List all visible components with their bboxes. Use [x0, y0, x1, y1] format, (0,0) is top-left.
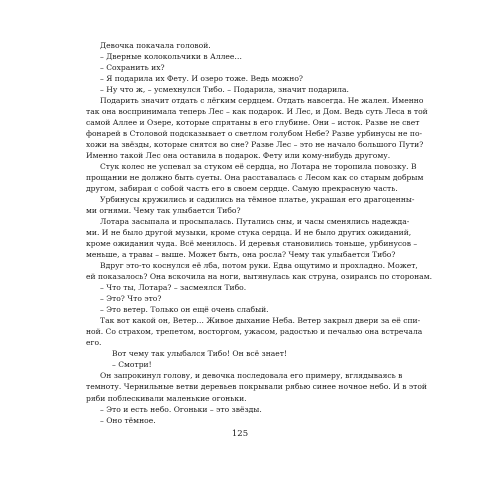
text-line: Лотара засыпала и просыпалась. Путались сны, и часы сменялись надежда- [100, 217, 410, 227]
text-line: Девочка покачала головой. [100, 41, 211, 50]
text-line: ей показалось? Она вскочила на ноги, вытянулась как струна, озираясь по сторонам. [86, 272, 433, 282]
text-line: ной. Со страхом, трепетом, восторгом, ужасом, радостью и печалью она встречала [86, 327, 423, 337]
text-line: – Это и есть небо. Огоньки – это звёзды. [100, 404, 262, 414]
text-line: – Это? Что это? [100, 294, 162, 304]
text-line: ми огнями. Чему так улыбается Тибо? [86, 206, 241, 216]
text-line: – Сохранить их? [100, 63, 165, 73]
text-line: фонарей в Столовой подсказывает о светлом голубом Небе? Разве урбинусы не по- [86, 129, 423, 139]
text-line: – Оно тёмное. [100, 415, 156, 425]
text-line: его. [86, 338, 102, 348]
text-line: Так вот какой он, Ветер… Живое дыхание Неба. Ветер закрыл двери за её спи- [100, 316, 421, 326]
text-line: Урбинусы кружились и садились на тёмное платье, украшая его драгоценны- [100, 195, 415, 205]
text-line: самой Аллее и Озере, которые спрятаны в его глубине. Они – исток. Разве не свет [86, 118, 420, 128]
text-line: Именно такой Лес она оставила в подарок. Фету или кому-нибудь другому. [86, 151, 391, 161]
text-line: другом, забирая с собой частъ его в своем сердце. Самую прекрасную часть. [86, 184, 398, 194]
text-line: так она воспринимала теперь Лес – как подарок. И Лес, и Дом. Ведь суть Леса в той [86, 107, 428, 117]
text-line: Подарить значит отдать с лёгким сердцем. Отдать навсегда. Не жалея. Именно [100, 96, 424, 106]
text-line: – Я подарила их Фету. И озеро тоже. Ведь можно? [100, 74, 303, 84]
text-line: хожи на звёзды, которые снятся во сне? Разве Лес – это не начало большого Пути? [86, 140, 424, 150]
text-line: прощании не должно быть суеты. Она расставалась с Лесом как со старым добрым [86, 173, 424, 183]
text-line: Стук колес не успевал за стуком её сердца, но Лотара не торопила повозку. В [100, 162, 417, 172]
text-line: меньше, а травы – выше. Может быть, она росла? Чему так улыбается Тибо? [86, 250, 396, 260]
text-line: Вот чему так улыбался Тибо! Он всё знает! [112, 349, 288, 359]
text-line: – Что ты, Лотара? – засмеялся Тибо. [100, 283, 247, 293]
text-line: – Дверные колокольчики в Аллее… [100, 52, 242, 62]
page-number: 125 [231, 429, 249, 439]
text-line: – Это ветер. Только он ещё очень слабый. [100, 305, 269, 315]
text-line: Он запрокинул голову, и девочка последовала его примеру, вглядываясь в [100, 371, 403, 381]
text-line: – Ну что ж, – усмехнулся Тибо. – Подарила, значит подарила. [100, 85, 349, 95]
text-line: ми. И не было другой музыки, кроме стука сердца. И не было других ожиданий, [86, 228, 412, 238]
text-line: кроме ожидания чуда. Всё менялось. И деревья становились тоньше, урбинусов – [86, 239, 418, 249]
text-line: ряби поблескивали маленькие огоньки. [86, 393, 247, 403]
text-line: – Смотри! [112, 360, 152, 370]
text-line: темноту. Чернильные ветви деревьев покрывали рябью синее ночное небо. И в этой [86, 382, 427, 392]
text-line: Вдруг это-то коснулся её лба, потом руки. Едва ощутимо и прохладно. Может, [100, 261, 418, 271]
body-text [86, 40, 433, 426]
